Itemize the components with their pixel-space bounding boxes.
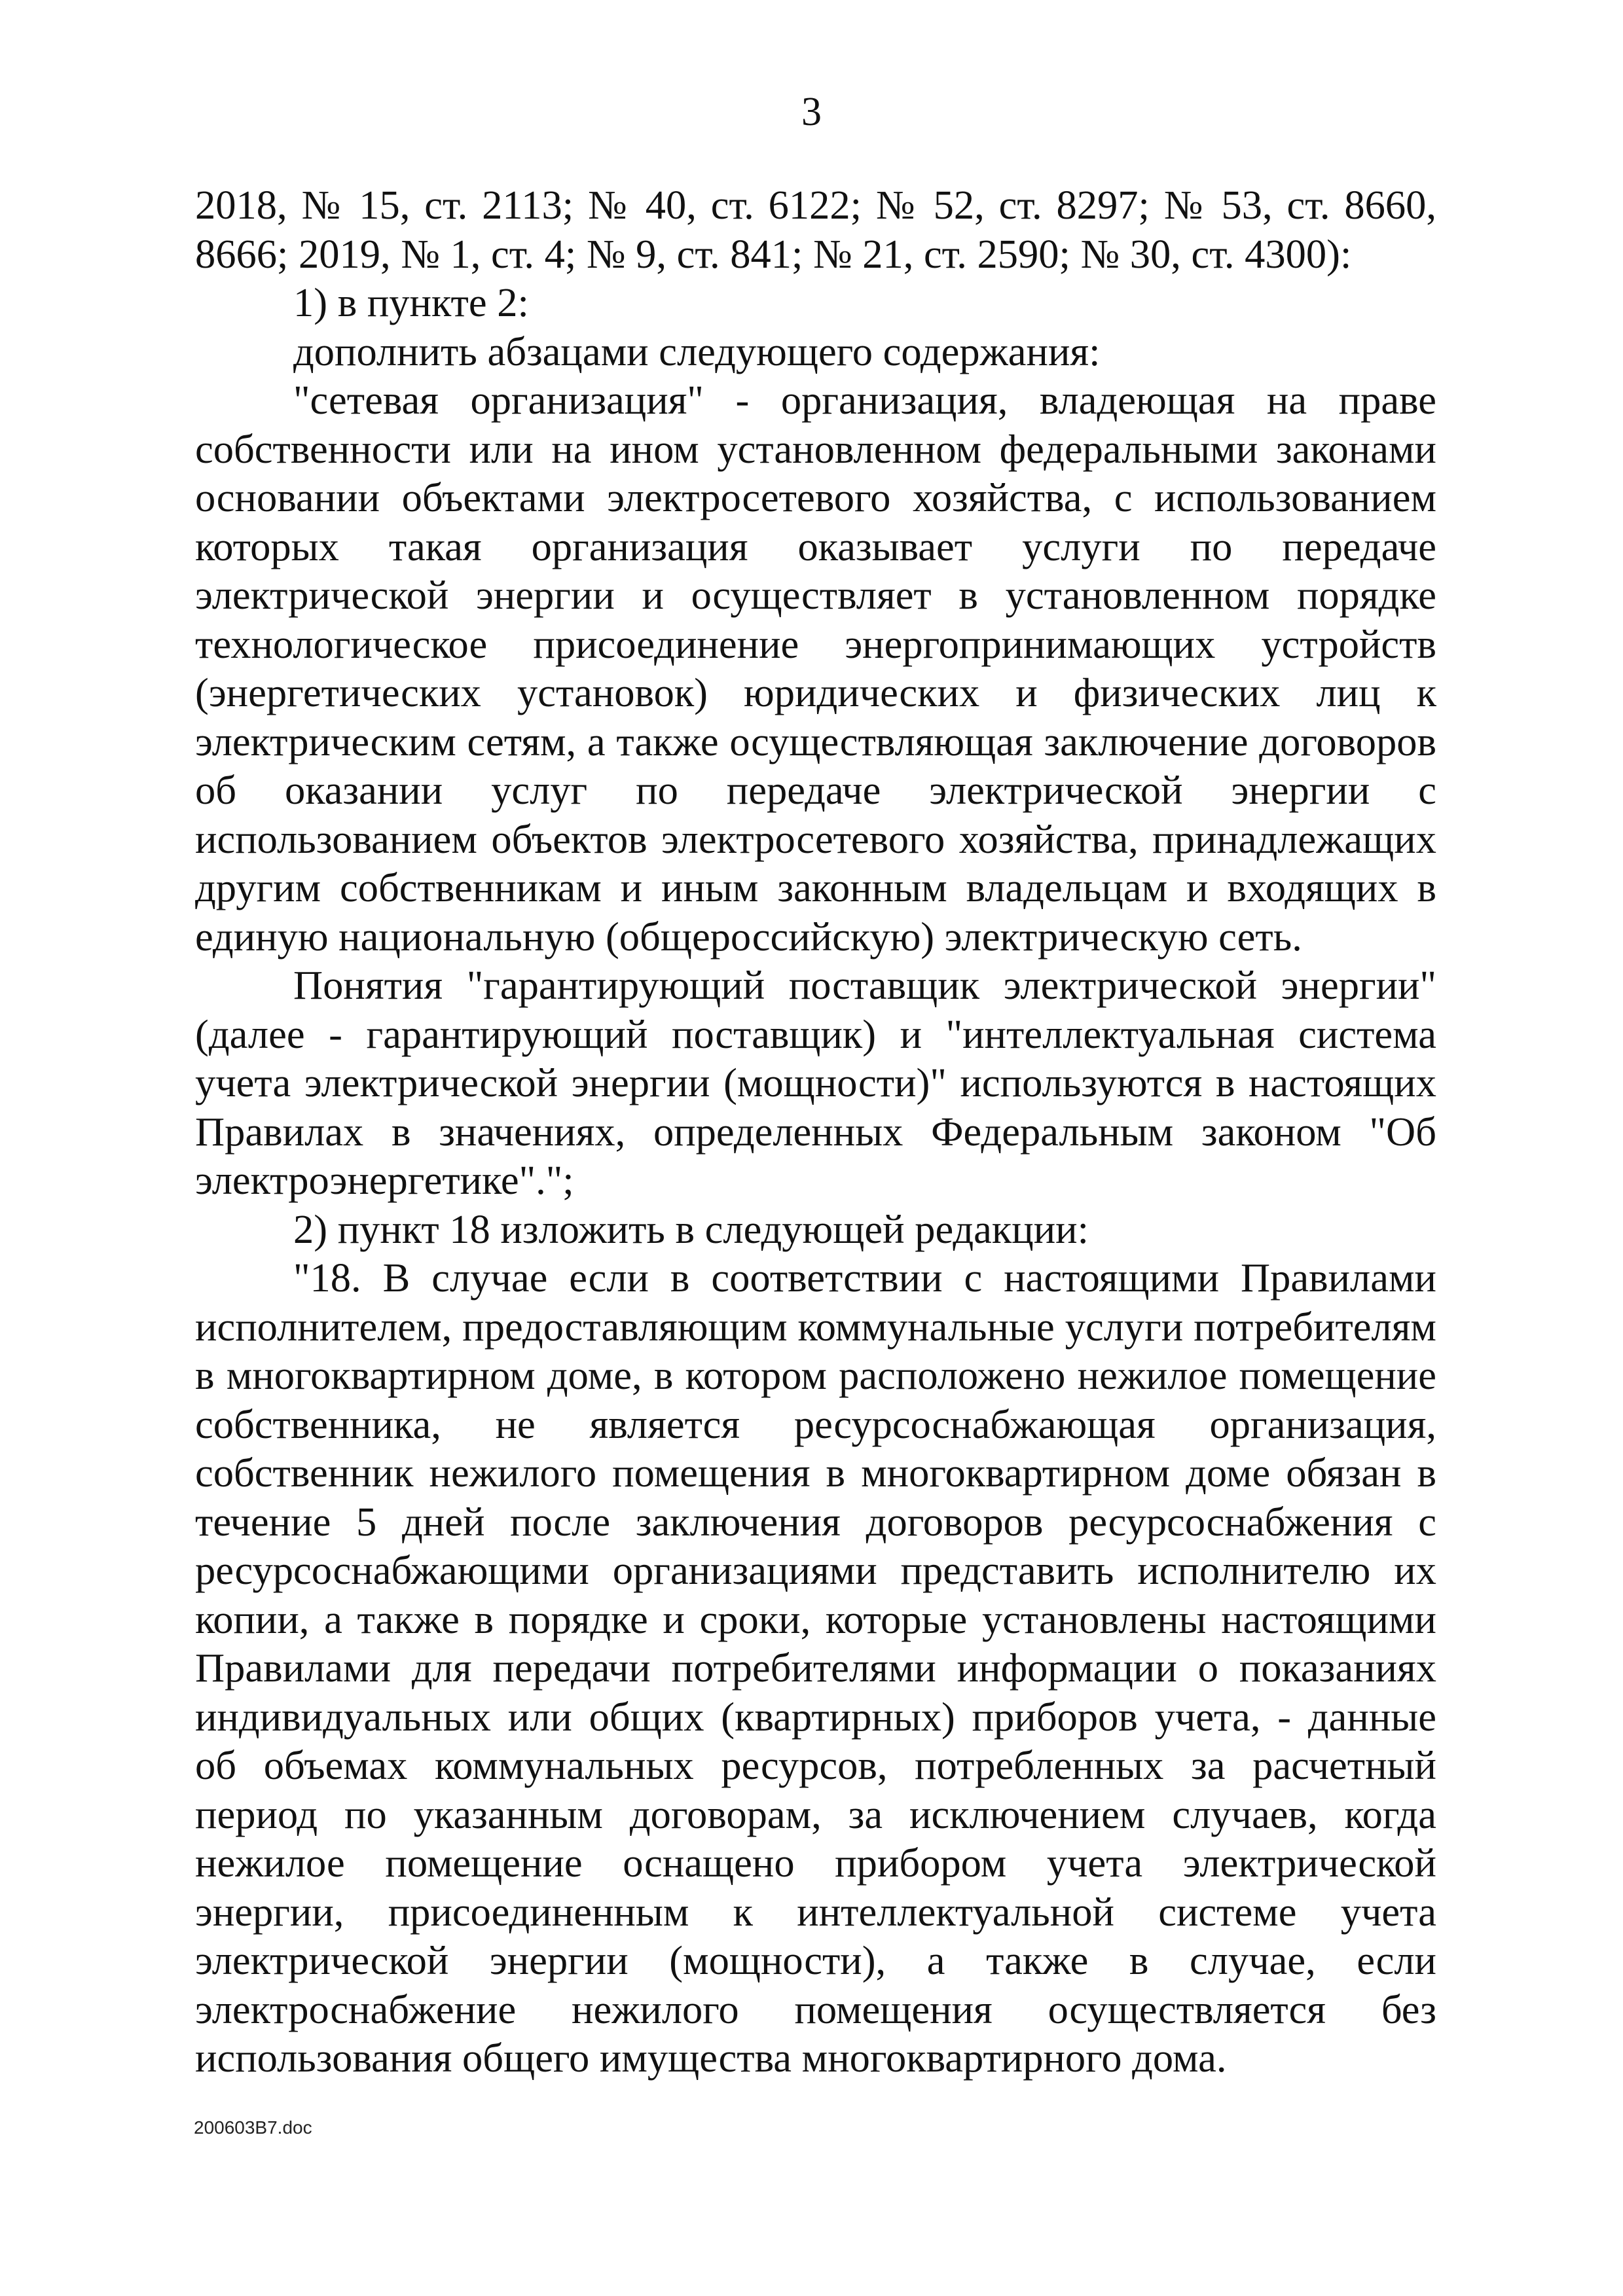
item-2-heading: 2) пункт 18 изложить в следующей редакции: <box>293 1206 1089 1252</box>
addition-intro: дополнить абзацами следующего содержания: <box>293 328 1101 374</box>
network-organization-definition: "сетевая организация" - организация, владеющая на праве собственности или на ином установленном федеральными законами основании объектами электросетевого хозяйства, с использованием которых такая организация оказывает услуги по передаче электрической энергии и осуществляет в установленном порядке технологическое присоединение энергопринимающих устройств (энергетических установок) юридических и физических лиц к электрическим сетям, а также осуществляющая заключение договоров об оказании услуг по передаче электрической энергии с использованием объектов электросетевого хозяйства, принадлежащих другим собственникам и иным законным владельцам и входящих в единую национальную (общероссийскую) электрическую сеть. <box>195 377 1436 960</box>
point-18-text: "18. В случае если в соответствии с настоящими Правилами исполнителем, предоставляющим коммунальные услуги потребителям в многоквартирном доме, в котором расположено нежилое помещение собственника, не является ресурсоснабжающая организация, собственник нежилого помещения в многоквартирном доме обязан в течение 5 дней после заключения договоров ресурсоснабжения с ресурсоснабжающими организациями представить исполнителю их копии, а также в порядке и сроки, которые установлены настоящими Правилами для передачи потребителями информации о показаниях индивидуальных или общих (квартирных) приборов учета, - данные об объемах коммунальных ресурсов, потребленных за расчетный период по указанным договорам, за исключением случаев, когда нежилое помещение оснащено прибором учета электрической энергии, присоединенным к интеллектуальной системе учета электрической энергии (мощности), а также в случае, если электроснабжение нежилого помещения осуществляется без использования общего имущества многоквартирного дома. <box>195 1255 1436 2081</box>
item-1-heading: 1) в пункте 2: <box>293 279 529 325</box>
citation-paragraph: 2018, № 15, ст. 2113; № 40, ст. 6122; № 52, ст. 8297; № 53, ст. 8660, 8666; 2019, № 1, ст. 4; № 9, ст. 841; № 21, ст. 2590; № 30, ст. 4300): <box>195 182 1436 277</box>
file-name-footer: 200603B7.doc <box>194 2117 312 2138</box>
terms-paragraph: Понятия "гарантирующий поставщик электрической энергии" (далее - гарантирующий поставщик) и "интеллектуальная система учета электрической энергии (мощности)" используются в настоящих Правилах в значениях, определенных Федеральным законом "Об электроэнергетике"."; <box>195 962 1436 1203</box>
page-number: 3 <box>801 90 822 134</box>
document-body <box>195 181 1436 2083</box>
